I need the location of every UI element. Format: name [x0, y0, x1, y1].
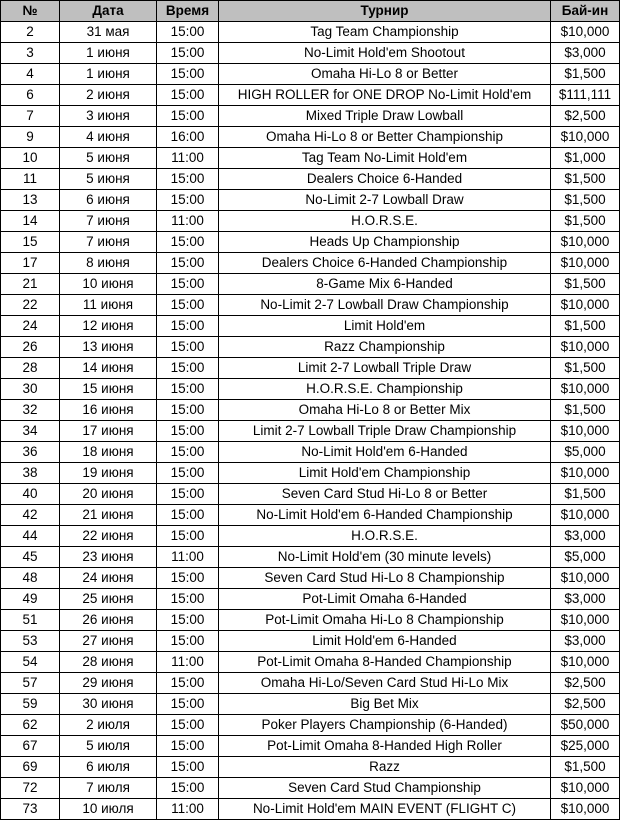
table-row: [1, 64, 620, 85]
column-header-time: Время: [157, 1, 219, 22]
column-header-number: №: [1, 1, 60, 22]
cell-date: 18 июня: [60, 442, 157, 463]
cell-buyin: $1,500: [551, 169, 620, 190]
cell-number: 26: [1, 337, 60, 358]
cell-number: 28: [1, 358, 60, 379]
cell-number: 22: [1, 295, 60, 316]
cell-number: 69: [1, 757, 60, 778]
table-row: [1, 652, 620, 673]
cell-time: 15:00: [157, 85, 219, 106]
cell-time: 15:00: [157, 337, 219, 358]
cell-buyin: $2,500: [551, 673, 620, 694]
cell-number: 10: [1, 148, 60, 169]
table-row: [1, 274, 620, 295]
table-row: [1, 547, 620, 568]
cell-buyin: $1,500: [551, 400, 620, 421]
cell-time: 11:00: [157, 148, 219, 169]
column-header-buyin: Бай-ин: [551, 1, 620, 22]
cell-tournament: Pot-Limit Omaha 6-Handed: [219, 589, 551, 610]
cell-number: 15: [1, 232, 60, 253]
cell-date: 16 июня: [60, 400, 157, 421]
table-row: [1, 253, 620, 274]
table-row: [1, 127, 620, 148]
cell-tournament: Dealers Choice 6-Handed Championship: [219, 253, 551, 274]
cell-time: 15:00: [157, 568, 219, 589]
cell-buyin: $5,000: [551, 547, 620, 568]
cell-time: 15:00: [157, 757, 219, 778]
cell-date: 14 июня: [60, 358, 157, 379]
table-row: [1, 22, 620, 43]
table-row: [1, 715, 620, 736]
cell-tournament: Limit Hold'em: [219, 316, 551, 337]
cell-buyin: $3,000: [551, 526, 620, 547]
cell-date: 10 июля: [60, 799, 157, 820]
cell-time: 11:00: [157, 799, 219, 820]
cell-tournament: H.O.R.S.E. Championship: [219, 379, 551, 400]
table-row: [1, 631, 620, 652]
cell-number: 34: [1, 421, 60, 442]
cell-buyin: $2,500: [551, 106, 620, 127]
cell-date: 6 июля: [60, 757, 157, 778]
cell-buyin: $5,000: [551, 442, 620, 463]
cell-date: 2 июня: [60, 85, 157, 106]
cell-tournament: No-Limit 2-7 Lowball Draw Championship: [219, 295, 551, 316]
cell-date: 10 июня: [60, 274, 157, 295]
cell-tournament: Limit Hold'em Championship: [219, 463, 551, 484]
cell-tournament: No-Limit 2-7 Lowball Draw: [219, 190, 551, 211]
table-row: [1, 211, 620, 232]
cell-number: 36: [1, 442, 60, 463]
cell-tournament: Limit 2-7 Lowball Triple Draw Championship: [219, 421, 551, 442]
table-row: [1, 442, 620, 463]
cell-number: 11: [1, 169, 60, 190]
cell-number: 62: [1, 715, 60, 736]
table-row: [1, 85, 620, 106]
cell-tournament: Seven Card Stud Championship: [219, 778, 551, 799]
cell-tournament: No-Limit Hold'em 6-Handed: [219, 442, 551, 463]
cell-date: 17 июня: [60, 421, 157, 442]
cell-buyin: $111,111: [551, 85, 620, 106]
table-row: [1, 463, 620, 484]
cell-tournament: H.O.R.S.E.: [219, 526, 551, 547]
cell-number: 7: [1, 106, 60, 127]
table-row: [1, 757, 620, 778]
cell-tournament: No-Limit Hold'em MAIN EVENT (FLIGHT C): [219, 799, 551, 820]
cell-date: 11 июня: [60, 295, 157, 316]
cell-number: 48: [1, 568, 60, 589]
cell-date: 3 июня: [60, 106, 157, 127]
cell-number: 54: [1, 652, 60, 673]
cell-tournament: Pot-Limit Omaha 8-Handed High Roller: [219, 736, 551, 757]
cell-number: 24: [1, 316, 60, 337]
cell-time: 15:00: [157, 484, 219, 505]
table-row: [1, 316, 620, 337]
cell-time: 15:00: [157, 631, 219, 652]
cell-date: 21 июня: [60, 505, 157, 526]
cell-time: 15:00: [157, 190, 219, 211]
cell-number: 38: [1, 463, 60, 484]
cell-date: 8 июня: [60, 253, 157, 274]
cell-time: 15:00: [157, 22, 219, 43]
table-row: [1, 799, 620, 820]
cell-buyin: $10,000: [551, 568, 620, 589]
cell-time: 15:00: [157, 274, 219, 295]
cell-date: 12 июня: [60, 316, 157, 337]
cell-buyin: $10,000: [551, 463, 620, 484]
cell-date: 2 июля: [60, 715, 157, 736]
cell-tournament: Omaha Hi-Lo 8 or Better Mix: [219, 400, 551, 421]
cell-buyin: $1,500: [551, 211, 620, 232]
table-row: [1, 568, 620, 589]
table-row: [1, 295, 620, 316]
cell-date: 4 июня: [60, 127, 157, 148]
cell-date: 22 июня: [60, 526, 157, 547]
cell-date: 5 июля: [60, 736, 157, 757]
cell-number: 14: [1, 211, 60, 232]
cell-buyin: $10,000: [551, 22, 620, 43]
cell-number: 72: [1, 778, 60, 799]
cell-time: 11:00: [157, 211, 219, 232]
cell-number: 53: [1, 631, 60, 652]
cell-tournament: Seven Card Stud Hi-Lo 8 Championship: [219, 568, 551, 589]
cell-buyin: $10,000: [551, 295, 620, 316]
cell-time: 11:00: [157, 547, 219, 568]
cell-time: 15:00: [157, 400, 219, 421]
cell-time: 15:00: [157, 64, 219, 85]
cell-tournament: Heads Up Championship: [219, 232, 551, 253]
table-row: [1, 379, 620, 400]
cell-date: 28 июня: [60, 652, 157, 673]
cell-buyin: $3,000: [551, 43, 620, 64]
cell-date: 7 июня: [60, 232, 157, 253]
cell-tournament: Omaha Hi-Lo/Seven Card Stud Hi-Lo Mix: [219, 673, 551, 694]
table-row: [1, 505, 620, 526]
cell-number: 6: [1, 85, 60, 106]
cell-buyin: $1,500: [551, 358, 620, 379]
cell-buyin: $10,000: [551, 232, 620, 253]
cell-buyin: $10,000: [551, 379, 620, 400]
cell-tournament: Pot-Limit Omaha Hi-Lo 8 Championship: [219, 610, 551, 631]
cell-number: 32: [1, 400, 60, 421]
cell-tournament: No-Limit Hold'em (30 minute levels): [219, 547, 551, 568]
table-row: [1, 148, 620, 169]
header-row: [1, 1, 620, 22]
cell-tournament: Tag Team No-Limit Hold'em: [219, 148, 551, 169]
cell-date: 13 июня: [60, 337, 157, 358]
cell-date: 20 июня: [60, 484, 157, 505]
column-header-tournament: Турнир: [219, 1, 551, 22]
cell-date: 5 июня: [60, 169, 157, 190]
table-row: [1, 43, 620, 64]
cell-time: 15:00: [157, 358, 219, 379]
table-row: [1, 169, 620, 190]
cell-buyin: $1,500: [551, 316, 620, 337]
column-header-date: Дата: [60, 1, 157, 22]
cell-tournament: Mixed Triple Draw Lowball: [219, 106, 551, 127]
cell-tournament: Limit 2-7 Lowball Triple Draw: [219, 358, 551, 379]
cell-date: 6 июня: [60, 190, 157, 211]
cell-time: 15:00: [157, 694, 219, 715]
cell-number: 44: [1, 526, 60, 547]
cell-tournament: Seven Card Stud Hi-Lo 8 or Better: [219, 484, 551, 505]
cell-number: 40: [1, 484, 60, 505]
cell-buyin: $2,500: [551, 694, 620, 715]
table-row: [1, 589, 620, 610]
cell-tournament: Tag Team Championship: [219, 22, 551, 43]
cell-date: 19 июня: [60, 463, 157, 484]
cell-time: 15:00: [157, 43, 219, 64]
cell-time: 11:00: [157, 652, 219, 673]
cell-time: 15:00: [157, 778, 219, 799]
cell-date: 31 мая: [60, 22, 157, 43]
cell-time: 15:00: [157, 526, 219, 547]
cell-date: 24 июня: [60, 568, 157, 589]
cell-number: 42: [1, 505, 60, 526]
cell-buyin: $10,000: [551, 799, 620, 820]
cell-buyin: $10,000: [551, 337, 620, 358]
table-row: [1, 358, 620, 379]
cell-number: 59: [1, 694, 60, 715]
cell-buyin: $10,000: [551, 778, 620, 799]
cell-tournament: Omaha Hi-Lo 8 or Better: [219, 64, 551, 85]
cell-time: 15:00: [157, 505, 219, 526]
cell-buyin: $10,000: [551, 652, 620, 673]
cell-time: 15:00: [157, 106, 219, 127]
cell-time: 15:00: [157, 169, 219, 190]
cell-tournament: HIGH ROLLER for ONE DROP No-Limit Hold'em: [219, 85, 551, 106]
cell-tournament: 8-Game Mix 6-Handed: [219, 274, 551, 295]
table-row: [1, 400, 620, 421]
cell-tournament: Poker Players Championship (6-Handed): [219, 715, 551, 736]
cell-buyin: $10,000: [551, 253, 620, 274]
cell-number: 3: [1, 43, 60, 64]
cell-number: 4: [1, 64, 60, 85]
cell-tournament: No-Limit Hold'em 6-Handed Championship: [219, 505, 551, 526]
cell-buyin: $50,000: [551, 715, 620, 736]
cell-date: 30 июня: [60, 694, 157, 715]
table-row: [1, 526, 620, 547]
cell-date: 25 июня: [60, 589, 157, 610]
table-body: [1, 22, 620, 820]
cell-time: 15:00: [157, 442, 219, 463]
cell-buyin: $1,500: [551, 274, 620, 295]
cell-time: 15:00: [157, 736, 219, 757]
cell-buyin: $10,000: [551, 610, 620, 631]
cell-number: 17: [1, 253, 60, 274]
cell-tournament: Razz Championship: [219, 337, 551, 358]
cell-tournament: Dealers Choice 6-Handed: [219, 169, 551, 190]
cell-buyin: $25,000: [551, 736, 620, 757]
table-header: [1, 1, 620, 22]
cell-date: 1 июня: [60, 43, 157, 64]
cell-number: 67: [1, 736, 60, 757]
cell-date: 29 июня: [60, 673, 157, 694]
cell-tournament: No-Limit Hold'em Shootout: [219, 43, 551, 64]
table-row: [1, 694, 620, 715]
cell-date: 26 июня: [60, 610, 157, 631]
cell-date: 1 июня: [60, 64, 157, 85]
cell-time: 15:00: [157, 673, 219, 694]
cell-number: 73: [1, 799, 60, 820]
cell-number: 13: [1, 190, 60, 211]
cell-buyin: $1,000: [551, 148, 620, 169]
table-row: [1, 190, 620, 211]
table-row: [1, 337, 620, 358]
cell-time: 15:00: [157, 379, 219, 400]
cell-number: 21: [1, 274, 60, 295]
cell-buyin: $1,500: [551, 757, 620, 778]
cell-time: 15:00: [157, 316, 219, 337]
table-row: [1, 484, 620, 505]
table-row: [1, 736, 620, 757]
cell-date: 23 июня: [60, 547, 157, 568]
cell-time: 15:00: [157, 232, 219, 253]
cell-buyin: $3,000: [551, 631, 620, 652]
table-row: [1, 421, 620, 442]
cell-date: 27 июня: [60, 631, 157, 652]
cell-number: 51: [1, 610, 60, 631]
cell-time: 15:00: [157, 253, 219, 274]
cell-buyin: $10,000: [551, 505, 620, 526]
cell-time: 15:00: [157, 463, 219, 484]
cell-date: 15 июня: [60, 379, 157, 400]
cell-time: 15:00: [157, 589, 219, 610]
cell-buyin: $1,500: [551, 484, 620, 505]
table-row: [1, 778, 620, 799]
cell-tournament: Razz: [219, 757, 551, 778]
cell-date: 7 июня: [60, 211, 157, 232]
cell-buyin: $1,500: [551, 64, 620, 85]
cell-buyin: $1,500: [551, 190, 620, 211]
table-row: [1, 106, 620, 127]
cell-date: 5 июня: [60, 148, 157, 169]
cell-time: 15:00: [157, 610, 219, 631]
cell-tournament: Limit Hold'em 6-Handed: [219, 631, 551, 652]
cell-tournament: Omaha Hi-Lo 8 or Better Championship: [219, 127, 551, 148]
cell-number: 2: [1, 22, 60, 43]
cell-number: 45: [1, 547, 60, 568]
cell-time: 15:00: [157, 715, 219, 736]
cell-buyin: $3,000: [551, 589, 620, 610]
table-row: [1, 232, 620, 253]
cell-number: 9: [1, 127, 60, 148]
cell-tournament: H.O.R.S.E.: [219, 211, 551, 232]
cell-time: 16:00: [157, 127, 219, 148]
cell-time: 15:00: [157, 295, 219, 316]
table-row: [1, 673, 620, 694]
cell-buyin: $10,000: [551, 421, 620, 442]
cell-time: 15:00: [157, 421, 219, 442]
table-row: [1, 610, 620, 631]
cell-buyin: $10,000: [551, 127, 620, 148]
cell-number: 49: [1, 589, 60, 610]
cell-number: 57: [1, 673, 60, 694]
cell-number: 30: [1, 379, 60, 400]
cell-tournament: Big Bet Mix: [219, 694, 551, 715]
cell-tournament: Pot-Limit Omaha 8-Handed Championship: [219, 652, 551, 673]
cell-date: 7 июля: [60, 778, 157, 799]
